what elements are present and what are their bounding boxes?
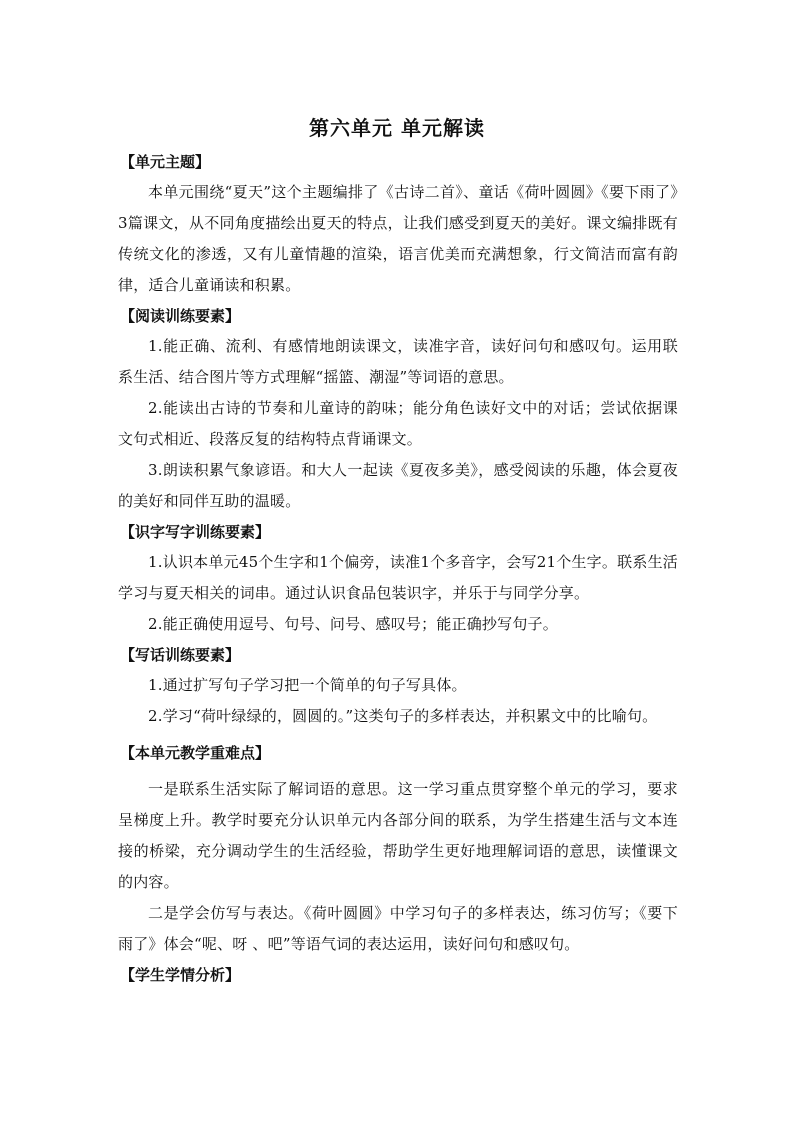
reading-element-3: 3.朗读积累气象谚语。和大人一起读《夏夜多美》，感受阅读的乐趣，体会夏夜的美好和同伴互助的温暖。	[118, 461, 678, 510]
section-heading-student-analysis: 【学生学情分析】	[120, 966, 241, 984]
writing-element-2: 2.学习“荷叶绿绿的，圆圆的。”这类句子的多样表达，并积累文中的比喻句。	[148, 707, 658, 725]
literacy-element-1: 1.认识本单元45个生字和1个偏旁，读准1个多音字，会写21个生字。联系生活学习与夏天相关的词串。通过认识食品包装识字，并乐于与同学分享。	[118, 553, 678, 602]
reading-element-1: 1.能正确、流利、有感情地朗读课文，读准字音，读好问句和感叹句。运用联系生活、结合图片等方式理解“摇篮、潮湿”等词语的意思。	[118, 337, 678, 386]
key-difficulty-2: 二是学会仿写与表达。《荷叶圆圆》中学习句子的多样表达，练习仿写；《要下雨了》体会“呢、呀 、吧”等语气词的表达运用，读好问句和感叹句。	[118, 904, 678, 953]
document-content	[118, 147, 678, 990]
writing-element-1: 1.通过扩写句子学习把一个简单的句子写具体。	[148, 676, 467, 694]
reading-element-2: 2.能读出古诗的节奏和儿童诗的韵味；能分角色读好文中的对话；尝试依据课文句式相近、段落反复的结构特点背诵课文。	[118, 399, 678, 448]
literacy-element-2: 2.能正确使用逗号、句号、问号、感叹号；能正确抄写句子。	[148, 615, 558, 633]
section-heading-reading-elements: 【阅读训练要素】	[120, 307, 241, 325]
unit-theme-paragraph: 本单元围绕“夏天”这个主题编排了《古诗二首》、童话《荷叶圆圆》《要下雨了》3篇课文，从不同角度描绘出夏天的特点，让我们感受到夏天的美好。课文编排既有传统文化的渗透，又有儿童情趣的渲染，语言优美而充满想象，行文简洁而富有韵律，适合儿童诵读和积累。	[118, 183, 678, 294]
key-difficulty-1: 一是联系生活实际了解词语的意思。这一学习重点贯穿整个单元的学习，要求呈梯度上升。教学时要充分认识单元内各部分间的联系，为学生搭建生活与文本连接的桥梁，充分调动学生的生活经验，帮助学生更好地理解词语的意思，读懂课文的内容。	[118, 780, 678, 891]
section-heading-literacy-elements: 【识字写字训练要素】	[120, 523, 271, 541]
page-title: 第六单元 单元解读	[309, 116, 485, 140]
section-heading-unit-theme: 【单元主题】	[120, 153, 211, 171]
section-heading-writing-elements: 【写话训练要素】	[120, 646, 241, 664]
section-heading-key-difficulties: 【本单元教学重难点】	[120, 744, 271, 762]
